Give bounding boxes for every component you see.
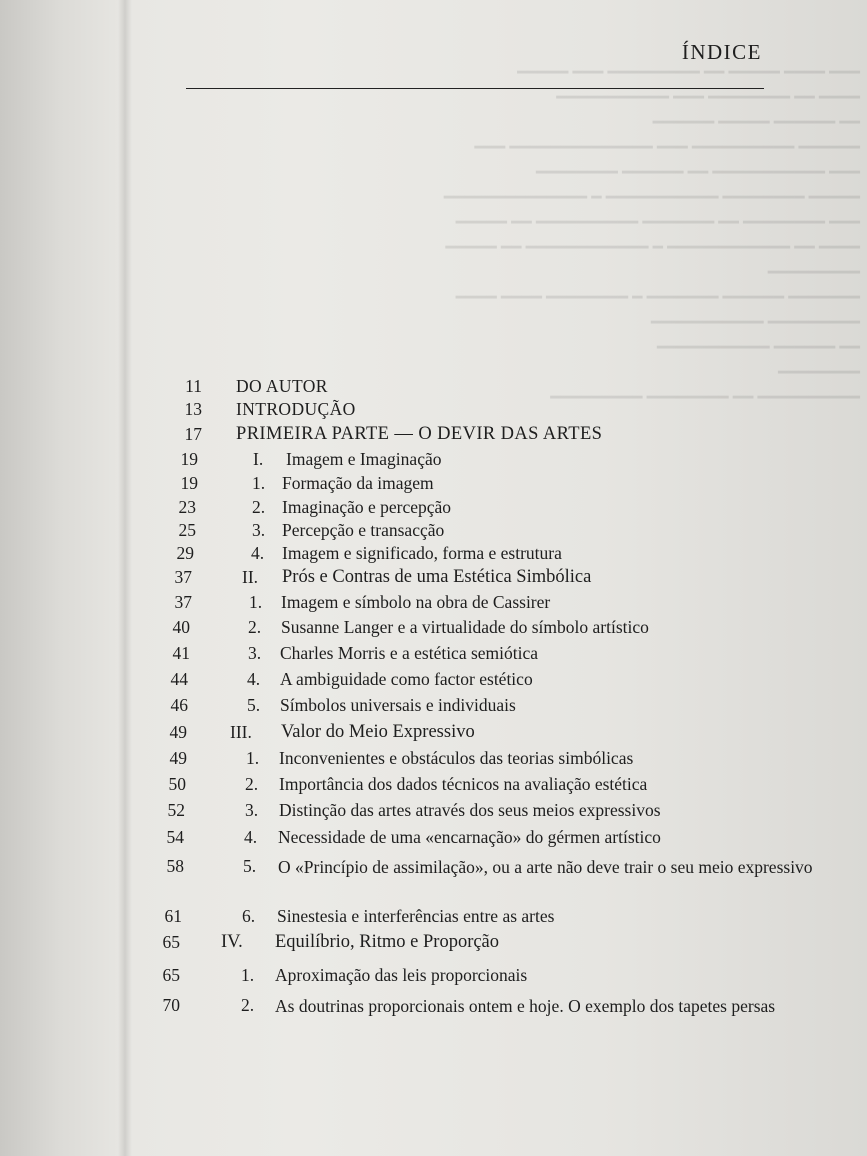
entry-section-numeral: 1.	[252, 473, 266, 493]
entry-page-number: 46	[170, 695, 188, 715]
entry-title: Imaginação e percepção	[282, 497, 452, 517]
entry-title: Aproximação das leis proporcionais	[275, 965, 528, 985]
entry-title: INTRODUÇÃO	[236, 399, 356, 419]
entry-section-numeral: I.	[253, 449, 264, 469]
entry-page-number: 25	[178, 520, 196, 540]
entry-page-number: 19	[180, 473, 198, 493]
entry-title: Imagem e Imaginação	[286, 449, 442, 469]
entry-title: Imagem e significado, forma e estrutura	[282, 543, 562, 563]
entry-title: Charles Morris e a estética semiótica	[280, 643, 539, 663]
entry-page-number: 49	[169, 722, 187, 742]
entry-page-number: 65	[162, 932, 180, 952]
entry-title: PRIMEIRA PARTE — O DEVIR DAS ARTES	[236, 424, 603, 444]
entry-page-number: 61	[164, 906, 182, 926]
entry-page-number: 40	[172, 617, 190, 637]
entry-section-numeral: II.	[242, 567, 259, 587]
entry-title: A ambiguidade como factor estético	[280, 669, 533, 689]
entry-section-numeral: 4.	[244, 827, 258, 847]
entry-title: Formação da imagem	[282, 473, 434, 493]
entry-page-number: 54	[166, 827, 184, 847]
entry-page-number: 23	[178, 497, 196, 517]
entry-page-number: 52	[167, 800, 185, 820]
entry-title: Distinção das artes através dos seus meios expressivos	[279, 800, 661, 820]
entry-section-numeral: 2.	[245, 774, 259, 794]
entry-section-numeral: 6.	[242, 906, 256, 926]
entry-title: Valor do Meio Expressivo	[281, 722, 475, 742]
entry-page-number: 65	[162, 965, 180, 985]
entry-section-numeral: 3.	[248, 643, 262, 663]
entry-page-number: 49	[169, 748, 187, 768]
entry-title: Necessidade de uma «encarnação» do gérmen artístico	[278, 827, 661, 847]
entry-page-number: 50	[168, 774, 186, 794]
entry-page-number: 11	[185, 376, 202, 396]
entry-page-number: 37	[174, 567, 192, 587]
entry-page-number: 13	[184, 399, 202, 419]
show-through-texture: ━━━ ━━━━ ━━━━━ ━━ ━━━━━━━━━ ━━━ ━━━━━ ━━━━ ━━ ━━━━━━━━ ━━━ ━━━━━━━━━━━ ━━ ━━━━━━ ━━━━━ ━━━━━━ ━━━━━━ ━━━━━━━━━━ ━━━ ━━━━━━━━━━━━━━ ━━━ ━━━ ━━━━━━━━━━━ ━━ ━━━━━━ ━━━━━━━━ ━━━━━ ━━━━━━━━ ━━━━━━━━━━━ ━ ━━━━━━━━━━━━━━ ━━━ ━━━━━━━━ ━━ ━━━━━━━ ━━━━━━━━━━ ━━ ━━━━━ ━━━━ ━━ ━━━━━━━━━━━━ ━ ━━━━━━━━━━━━ ━━ ━━━━━ ━━━━━━━━━ ━━━━━━━ ━━━━━━ ━━━━━━━ ━ ━━━━━━━━ ━━━━ ━━━━ ━━━━━━━━━ ━━━━━━━━━━━ ━━ ━━━━━━ ━━━━━━━━━━━ ━━━━━━━━ ━━━━━━━━━━ ━━ ━━━━━━━━ ━━━━━━━━━	[443, 63, 860, 407]
entry-page-number: 70	[162, 995, 180, 1015]
entry-title: Imagem e símbolo na obra de Cassirer	[281, 592, 551, 612]
entry-title: Importância dos dados técnicos na avaliação estética	[279, 774, 648, 794]
entry-section-numeral: 5.	[243, 856, 257, 876]
entry-section-numeral: 3.	[252, 520, 266, 540]
entry-page-number: 19	[180, 449, 198, 469]
entry-section-numeral: 2.	[241, 995, 255, 1015]
entry-section-numeral: 2.	[248, 617, 262, 637]
entry-title: Inconvenientes e obstáculos das teorias simbólicas	[279, 748, 634, 768]
entry-section-numeral: III.	[230, 722, 252, 742]
page-header: ÍNDICE	[681, 40, 762, 64]
entry-section-numeral: 1.	[241, 965, 255, 985]
entry-page-number: 29	[176, 543, 194, 563]
entry-section-numeral: 1.	[246, 748, 260, 768]
entry-section-numeral: IV.	[221, 932, 243, 952]
entry-title: Sinestesia e interferências entre as artes	[277, 906, 555, 926]
entry-title: Equilíbrio, Ritmo e Proporção	[275, 932, 500, 952]
entry-section-numeral: 1.	[249, 592, 263, 612]
entry-page-number: 41	[172, 643, 190, 663]
entry-page-number: 44	[170, 669, 188, 689]
entry-page-number: 58	[166, 856, 184, 876]
entry-title: Percepção e transacção	[282, 520, 445, 540]
entry-section-numeral: 4.	[247, 669, 261, 689]
entry-section-numeral: 2.	[252, 497, 266, 517]
entry-section-numeral: 3.	[245, 800, 259, 820]
entry-title: Símbolos universais e individuais	[280, 695, 516, 715]
entry-section-numeral: 4.	[251, 543, 265, 563]
entry-title: Prós e Contras de uma Estética Simbólica	[282, 567, 592, 587]
entry-section-numeral: 5.	[247, 695, 261, 715]
entry-page-number: 37	[174, 592, 192, 612]
entry-title: O «Princípio de assimilação», ou a arte não deve trair o seu meio expressivo	[278, 857, 813, 877]
entry-page-number: 17	[184, 424, 202, 444]
entry-title: Susanne Langer e a virtualidade do símbolo artístico	[281, 617, 649, 637]
entry-title: As doutrinas proporcionais ontem e hoje. O exemplo dos tapetes persas	[275, 996, 776, 1016]
entry-title: DO AUTOR	[236, 376, 328, 396]
